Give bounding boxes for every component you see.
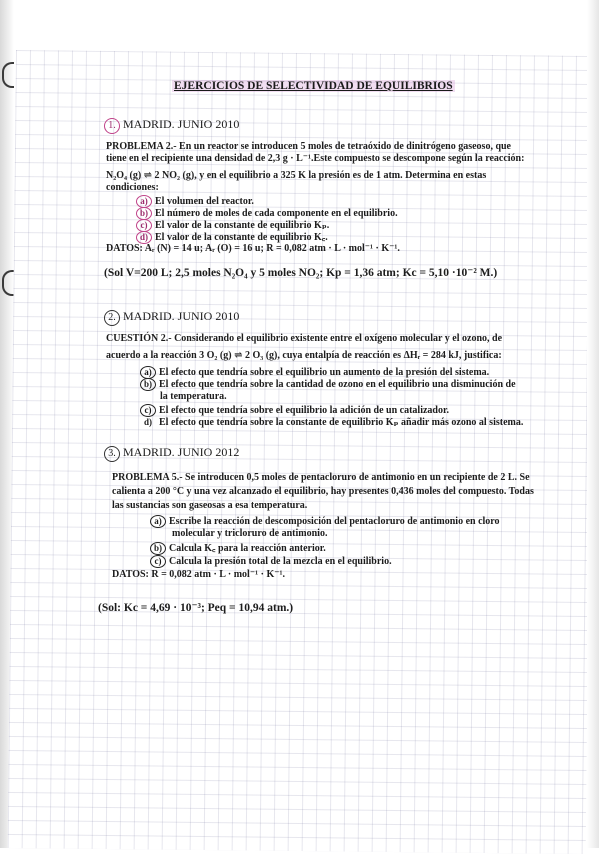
section-number: 1. <box>104 118 120 134</box>
item-letter: b) <box>150 542 166 555</box>
item-text: El número de moles de cada componente en el equilibrio. <box>155 208 398 219</box>
problem-line: calienta a 200 °C y una vez alcanzado el equilibrio, hay presentes 0,436 moles del compuesto. Todas <box>112 486 534 497</box>
item-text: El efecto que tendría sobre el equilibrio un aumento de la presión del sistema. <box>159 367 490 378</box>
item-letter: a) <box>140 366 156 379</box>
item-text: El valor de la constante de equilibrio K꜀. <box>155 232 328 243</box>
item-text: El efecto que tendría sobre el equilibrio la adición de un catalizador. <box>159 405 449 416</box>
problem-line: las sustancias son gaseosas a esa temperatura. <box>112 500 308 511</box>
list-item <box>150 555 392 568</box>
item-letter: b) <box>136 207 152 220</box>
page-right-edge <box>587 0 599 848</box>
section-number: 2. <box>104 310 120 326</box>
item-letter: a) <box>136 195 152 208</box>
item-text: El efecto que tendría sobre la constante de equilibrio Kₚ añadir más ozono al sistema. <box>159 417 524 428</box>
solution-line: (Sol: Kc = 4,69 · 10⁻³; Peq = 10,94 atm.) <box>98 602 294 614</box>
item-letter: c) <box>150 555 166 568</box>
binder-ring-mark <box>2 270 14 296</box>
list-item <box>150 515 500 528</box>
section-title: MADRID. JUNIO 2010 <box>123 117 240 131</box>
problem-line: N₂O₄ (g) ⇌ 2 NO₂ (g), y en el equilibrio a 325 K la presión es de 1 atm. Determina en estas <box>106 170 487 181</box>
list-item <box>140 416 523 429</box>
datos-line: DATOS: R = 0,082 atm · L · mol⁻¹ · K⁻¹. <box>112 569 286 580</box>
item-text: El efecto que tendría sobre la cantidad de ozono en el equilibrio una disminución de <box>159 379 516 390</box>
list-item <box>150 542 326 555</box>
item-letter: b) <box>140 378 156 391</box>
section-1-heading <box>104 117 239 134</box>
solution-line: (Sol V=200 L; 2,5 moles N₂O₄ y 5 moles NO₂; Kp = 1,36 atm; Kc = 5,10 ·10⁻² M.) <box>104 267 498 279</box>
section-title: MADRID. JUNIO 2012 <box>123 445 240 459</box>
item-text: Calcula la presión total de la mezcla en el equilibrio. <box>169 556 392 567</box>
problem-line: condiciones: <box>106 182 159 193</box>
list-item-continuation: molecular y tricloruro de antimonio. <box>172 528 328 539</box>
question-line: CUESTIÓN 2.- Considerando el equilibrio existente entre el oxígeno molecular y el ozono, de <box>106 333 503 344</box>
problem-line: PROBLEMA 5.- Se introducen 0,5 moles de pentacloruro de antimonio en un recipiente de 2 L. Se <box>112 472 530 483</box>
item-letter: c) <box>136 219 152 232</box>
section-title: MADRID. JUNIO 2010 <box>123 309 240 323</box>
list-item <box>140 378 516 391</box>
item-letter: d) <box>136 231 152 244</box>
item-text: El volumen del reactor. <box>155 196 254 207</box>
list-item-continuation: la temperatura. <box>160 391 227 402</box>
page-title: EJERCICIOS DE SELECTIVIDAD DE EQUILIBRIOS <box>174 80 453 92</box>
datos-line: DATOS: Aᵣ (N) = 14 u; Aᵣ (O) = 16 u; R = 0,082 atm · L · mol⁻¹ · K⁻¹. <box>106 243 400 254</box>
problem-line: PROBLEMA 2.- En un reactor se introducen 5 moles de tetraóxido de dinitrógeno gaseoso, que <box>106 141 511 152</box>
binder-ring-mark <box>2 62 14 88</box>
problem-line: tiene en el recipiente una densidad de 2,3 g · L⁻¹.Este compuesto se descompone según la reacción: <box>106 153 525 164</box>
question-line: acuerdo a la reacción 3 O₂ (g) ⇌ 2 O₃ (g), cuya entalpía de reacción es ΔHᵣ = 284 kJ, justifica: <box>106 350 502 361</box>
section-2-heading <box>104 309 239 326</box>
section-3-heading <box>104 445 239 462</box>
item-text: El valor de la constante de equilibrio Kₚ. <box>155 220 330 231</box>
item-text: Escribe la reacción de descomposición del pentacloruro de antimonio en cloro <box>169 516 500 527</box>
item-letter: d) <box>143 417 152 427</box>
item-letter: a) <box>150 515 166 528</box>
item-letter: c) <box>140 404 156 417</box>
item-text: Calcula K꜀ para la reacción anterior. <box>169 543 326 554</box>
section-number: 3. <box>104 446 120 462</box>
